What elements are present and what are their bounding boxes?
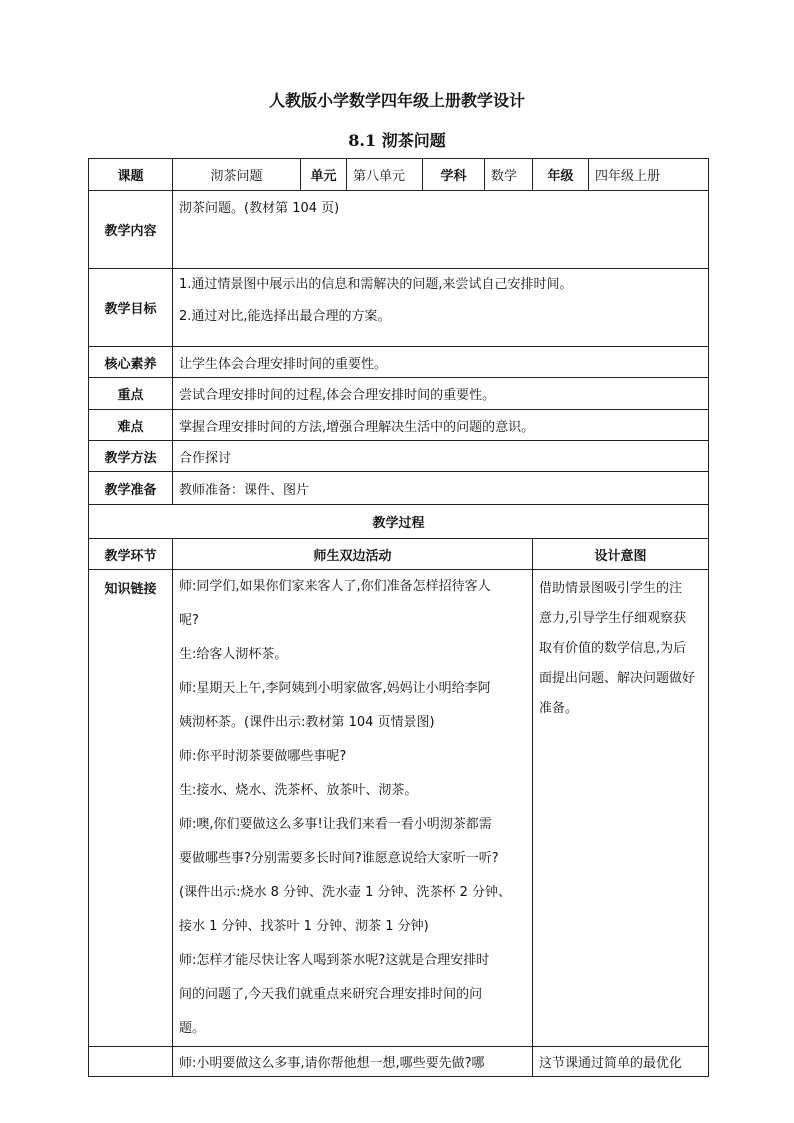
difficulty-label: 难点 — [89, 410, 173, 441]
difficulty-row — [89, 410, 709, 441]
literacy-row — [89, 347, 709, 378]
activity-line: 师:噢,你们要做这么多事!让我们来看一看小明沏茶都需 — [179, 817, 492, 832]
preparation-row — [89, 472, 709, 505]
preparation-label: 教学准备 — [89, 472, 173, 505]
activity-line: 接水 1 分钟、找茶叶 1 分钟、沏茶 1 分钟) — [179, 919, 429, 934]
activity-line: 生:接水、烧水、洗茶杯、放茶叶、沏茶。 — [179, 783, 418, 798]
key-point-value: 尝试合理安排时间的过程,体会合理安排时间的重要性。 — [173, 378, 709, 410]
info-row — [89, 159, 709, 191]
method-row — [89, 441, 709, 472]
method-label: 教学方法 — [89, 441, 173, 472]
activity-line: 师:星期天上午,李阿姨到小明家做客,妈妈让小明给李阿 — [179, 681, 491, 696]
activity-line: 间的问题了,今天我们就重点来研究合理安排时间的问 — [179, 987, 483, 1002]
intent-line: 面提出问题、解决问题做好 — [539, 671, 696, 686]
intent-cell — [533, 570, 709, 1047]
intent-line: 取有价值的数学信息,为后 — [539, 641, 687, 656]
intent-line: 意力,引导学生仔细观察获 — [539, 611, 687, 626]
topic-value: 沏茶问题 — [173, 159, 301, 191]
literacy-label: 核心素养 — [89, 347, 173, 378]
activity-line: 姨沏杯茶。(课件出示:教材第 104 页情景图) — [179, 715, 435, 730]
topic-label: 课题 — [89, 159, 173, 191]
unit-value: 第八单元 — [347, 159, 423, 191]
activity-line: 要做哪些事?分别需要多长时间?谁愿意说给大家听一听? — [179, 851, 499, 866]
intent-column-header: 设计意图 — [533, 539, 709, 570]
intent-line: 这节课通过简单的最优化 — [533, 1047, 709, 1077]
activity-line: 题。 — [179, 1021, 206, 1036]
document-title: 人教版小学数学四年级上册教学设计 — [268, 91, 525, 110]
process-section-title: 教学过程 — [89, 505, 709, 539]
intent-line: 准备。 — [539, 701, 579, 716]
subject-label: 学科 — [423, 159, 485, 191]
difficulty-value: 掌握合理安排时间的方法,增强合理解决生活中的问题的意识。 — [173, 410, 709, 441]
subject-value: 数学 — [485, 159, 533, 191]
process-section-row — [89, 505, 709, 539]
goals-label: 教学目标 — [89, 269, 173, 347]
activity-line: 师:小明要做这么多事,请你帮他想一想,哪些要先做?哪 — [173, 1047, 533, 1077]
unit-label: 单元 — [301, 159, 347, 191]
activity-line: 师:你平时沏茶要做哪些事呢? — [179, 749, 347, 764]
goal-item: 2.通过对比,能选择出最合理的方案。 — [179, 309, 391, 324]
stage-label — [89, 1047, 173, 1077]
grade-value: 四年级上册 — [589, 159, 709, 191]
goals-row — [89, 269, 709, 347]
literacy-value: 让学生体会合理安排时间的重要性。 — [173, 347, 709, 378]
stage-label: 知识链接 — [89, 570, 173, 1047]
goal-item: 1.通过情景图中展示出的信息和需解决的问题,来尝试自己安排时间。 — [179, 277, 573, 292]
goals-cell — [173, 269, 709, 347]
process-row-continued — [89, 1047, 709, 1077]
grade-label: 年级 — [533, 159, 589, 191]
stage-column-header: 教学环节 — [89, 539, 173, 570]
preparation-value: 教师准备：课件、图片 — [173, 472, 709, 505]
intent-line: 借助情景图吸引学生的注 — [539, 581, 683, 596]
content-label: 教学内容 — [89, 191, 173, 269]
content-row — [89, 191, 709, 269]
process-header-row — [89, 539, 709, 570]
activity-line: 师:怎样才能尽快让客人喝到茶水呢?这就是合理安排时 — [179, 953, 490, 968]
lesson-plan-table — [88, 158, 709, 1077]
activity-cell — [173, 570, 533, 1047]
content-value: 沏茶问题。(教材第 104 页) — [173, 191, 709, 269]
key-point-row — [89, 378, 709, 410]
method-value: 合作探讨 — [173, 441, 709, 472]
activity-line: 师:同学们,如果你们家来客人了,你们准备怎样招待客人 — [179, 579, 491, 594]
activity-line: 生:给客人沏杯茶。 — [179, 647, 288, 662]
key-point-label: 重点 — [89, 378, 173, 410]
activity-line: 呢? — [179, 613, 199, 628]
process-row — [89, 570, 709, 1047]
activity-line: (课件出示:烧水 8 分钟、洗水壶 1 分钟、洗茶杯 2 分钟、 — [179, 885, 512, 900]
activity-column-header: 师生双边活动 — [173, 539, 533, 570]
lesson-subtitle: 8.1 沏茶问题 — [348, 131, 446, 150]
